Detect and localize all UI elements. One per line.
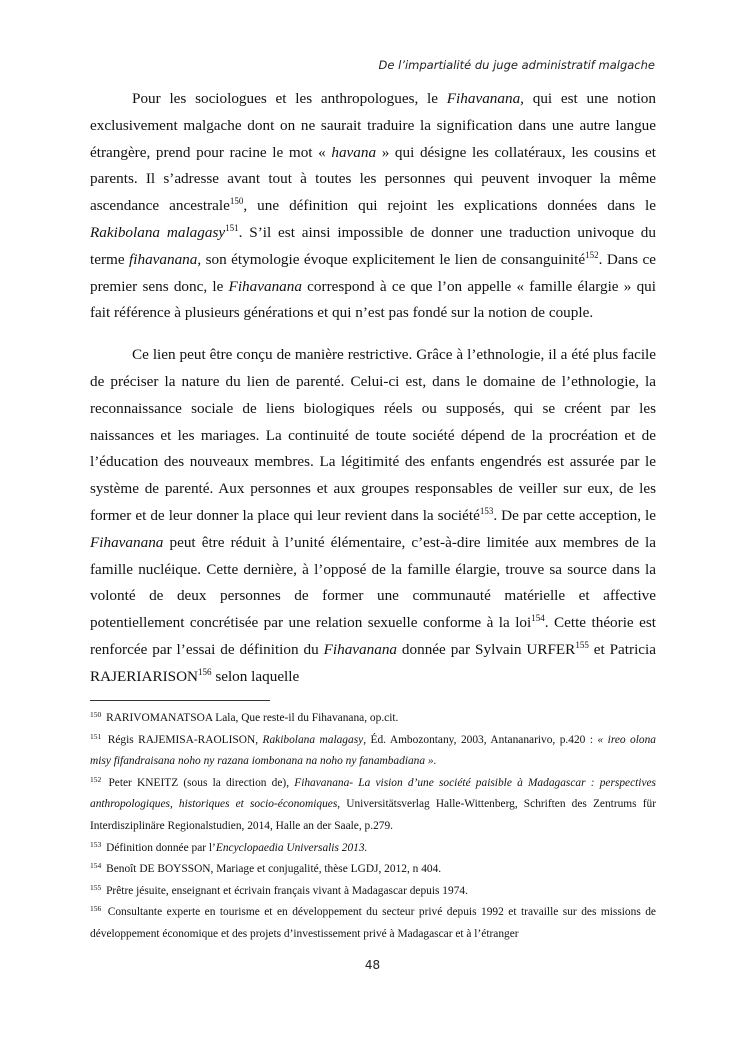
footnotes bbox=[90, 708, 656, 946]
footnote-ref-151[interactable]: 151 bbox=[225, 222, 239, 233]
footnote-ref-154[interactable]: 154 bbox=[531, 613, 545, 624]
body-text bbox=[90, 86, 656, 691]
footnote-156: $^{156}$ Consultante experte en tourisme et en développement du secteur privé depuis 1992 et travaille sur des missions de développement économique et des projets d’investissement privé à Madagascar et à l’étranger bbox=[90, 904, 656, 940]
footnote-separator bbox=[90, 700, 270, 701]
footnote-151: $^{151}$ Régis RAJEMISA-RAOLISON, Rakibolana malagasy, Éd. Ambozontany, 2003, Antananarivo, p.420 : « ireo olona misy fifandraisana noho ny razana iombonana na noho ny fanambadiana ». bbox=[90, 731, 656, 768]
footnote-155: $^{155}$ Prêtre jésuite, enseignant et écrivain français vivant à Madagascar depuis 1974. bbox=[90, 882, 468, 897]
footnote-ref-156[interactable]: 156 bbox=[198, 666, 212, 677]
paragraph-2: Ce lien peut être conçu de manière restrictive. Grâce à l’ethnologie, il a été plus facile de préciser la nature du lien de parenté. Celui-ci est, dans le domaine de l’ethnologie, la reconnaissance sociale de liens biologiques réels ou supposés, qui se créent par les naissances et les mariages. La continuité de toute société dépend de la procréation et de l’éducation des nouveaux membres. La légitimité des enfants engendrés est assurée par le système de parenté. Aux personnes et aux groupes responsables de veiller sur eux, de les former et de leur donner la place qui leur revient dans la société$^{153}$. De par cette acception, le Fihavanana peut être réduit à l’unité élémentaire, c’est-à-dire limitée aux membres de la famille nucléique. Cette dernière, à l’opposé de la famille élargie, trouve sa source dans la volonté de deux personnes de former une communauté matérielle et affective potentiellement concrétisée par une relation sexuelle conforme à la loi$^{154}$. Cette théorie est renforcée par l’essai de définition du Fihavanana donnée par Sylvain URFER$^{155}$ et Patricia RAJERIARISON$^{156}$ selon laquelle bbox=[90, 346, 656, 685]
footnote-154: $^{154}$ Benoît DE BOYSSON, Mariage et conjugalité, thèse LGDJ, 2012, n 404. bbox=[90, 861, 442, 876]
footnote-ref-155[interactable]: 155 bbox=[575, 639, 589, 650]
footnote-153: $^{153}$ Définition donnée par l’Encyclopaedia Universalis 2013. bbox=[90, 839, 368, 854]
footnote-ref-153[interactable]: 153 bbox=[479, 505, 494, 516]
running-header: De l’impartialité du juge administratif malgache bbox=[378, 58, 655, 72]
footnote-150: $^{150}$ RARIVOMANATSOA Lala, Que reste-il du Fihavanana, op.cit. bbox=[90, 710, 399, 724]
paragraph-1: Pour les sociologues et les anthropologues, le Fihavanana, qui est une notion exclusivement malgache dont on ne saurait traduire la signification dans une autre langue étrangère, prend pour racine le mot « havana » qui désigne les collatéraux, les cousins et parents. Il s’adresse avant tout à toutes les personnes qui peuvent invoquer la même ascendance ancestrale$^{150}$, une définition qui rejoint les explications données dans le Rakibolana malagasy$^{151}$. S’il est ainsi impossible de donner une traduction univoque du terme fihavanana, son étymologie évoque explicitement le lien de consanguinité$^{152}$. Dans ce premier sens donc, le Fihavanana correspond à ce que l’on appelle « famille élargie » qui fait référence à plusieurs générations et qui n’est pas fondé sur la notion de couple. bbox=[90, 90, 656, 322]
footnote-ref-152[interactable]: 152 bbox=[585, 249, 599, 260]
footnote-ref-150[interactable]: 150 bbox=[229, 196, 244, 207]
page-number: 48 bbox=[364, 958, 381, 972]
footnote-152: $^{152}$ Peter KNEITZ (sous la direction de), Fihavanana- La vision d’une société paisible à Madagascar : perspectives anthropologiques, historiques et socio-économiques, Universitätsverlag Halle-Wittenberg, Schriften des Zentrums für Interdisziplinäre Regionalstudien, 2014, Halle an der Saale, p.279. bbox=[90, 774, 656, 832]
